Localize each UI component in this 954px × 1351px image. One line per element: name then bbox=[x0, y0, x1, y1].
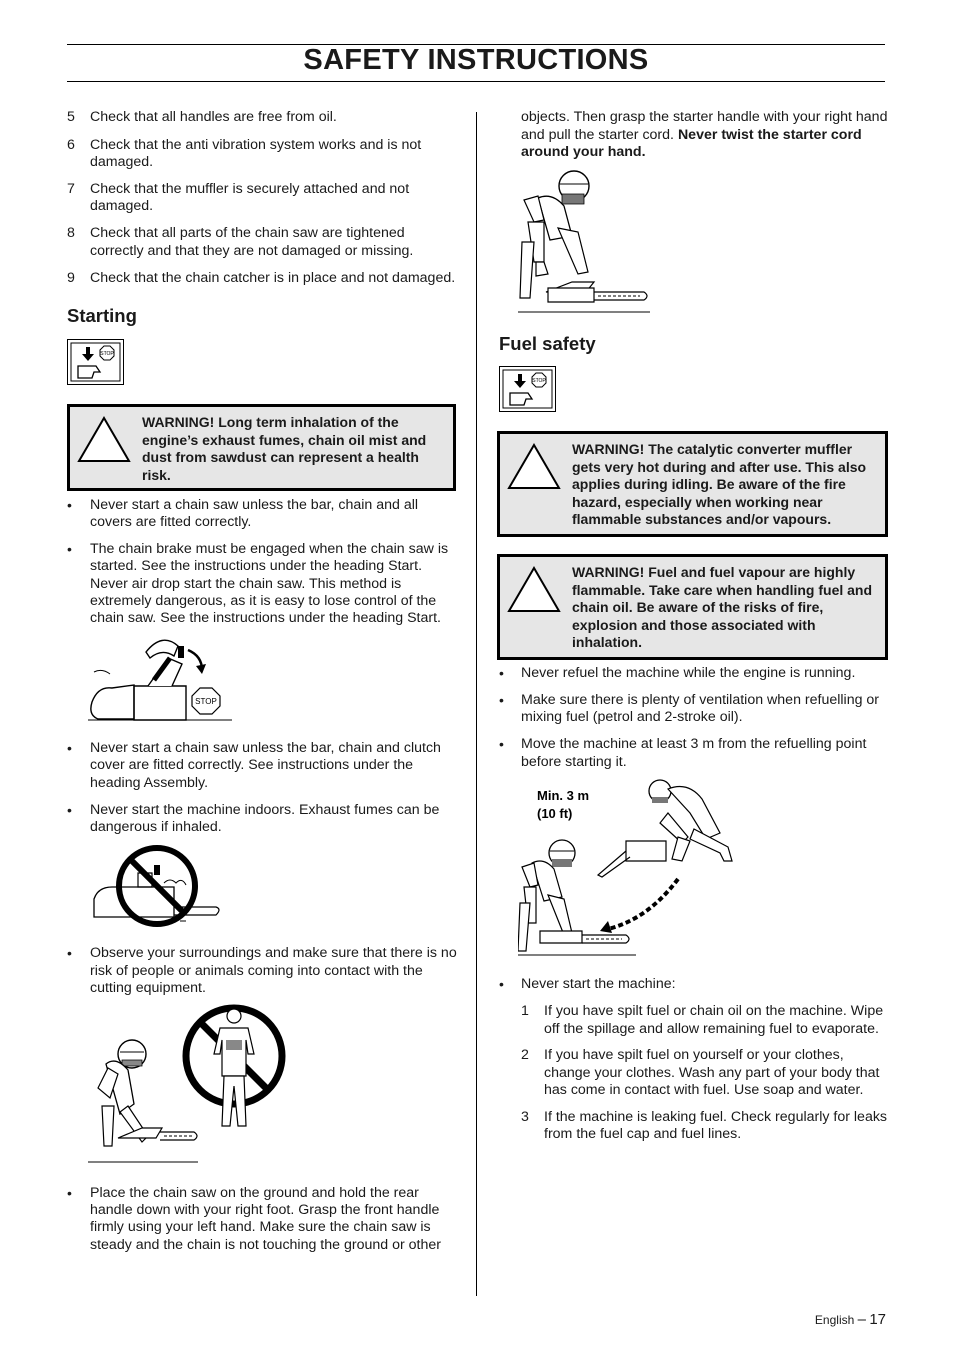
column-divider bbox=[476, 112, 477, 1296]
checklist-item: damaged. bbox=[90, 198, 154, 214]
distance-label: (10 ft) bbox=[537, 806, 573, 821]
header-rule-bottom bbox=[67, 81, 885, 82]
distance-label: Min. 3 m bbox=[537, 788, 590, 803]
checklist-item: Check that the muffler is securely attached and not bbox=[90, 181, 410, 197]
stop-symbol-label: STOP bbox=[100, 351, 114, 357]
chain-brake-illustration bbox=[88, 632, 233, 729]
checklist-item: damaged. bbox=[90, 154, 154, 170]
fuel-start-symbol-icon bbox=[499, 366, 556, 412]
checklist-number: 5 bbox=[67, 109, 75, 125]
checklist-item: Check that the chain catcher is in place and not damaged. bbox=[90, 270, 456, 286]
page-number: 17 bbox=[869, 1311, 886, 1328]
checklist-number: 9 bbox=[67, 270, 75, 286]
warning-box-fuel-vapour bbox=[497, 554, 888, 660]
checklist-item: Check that the anti vibration system works and is not bbox=[90, 137, 422, 153]
start-symbol-icon bbox=[67, 339, 124, 385]
warning-text: WARNING! The catalytic converter muffler gets very hot during and after use. This also applies during idling. Be aware of the fire hazard, especially when working near flammable substances and/or vapours. bbox=[572, 441, 867, 528]
refuel-distance-illustration bbox=[518, 775, 740, 965]
checklist-item: Check that all handles are free from oil. bbox=[90, 109, 337, 125]
starting-chainsaw-illustration bbox=[518, 166, 653, 323]
warning-text: WARNING! Fuel and fuel vapour are highly flammable. Take care when handling fuel and chain oil. Be aware of the risks of fire, explosion and those associated with inhalation. bbox=[572, 564, 873, 651]
page-title: SAFETY INSTRUCTIONS bbox=[303, 44, 649, 76]
checklist-item: Check that all parts of the chain saw are tightened bbox=[90, 225, 405, 241]
checklist-number: 8 bbox=[67, 225, 75, 241]
footer-dash: – bbox=[857, 1311, 866, 1328]
section-heading-fuel-safety: Fuel safety bbox=[499, 333, 596, 354]
checklist-number: 7 bbox=[67, 181, 75, 197]
stop-symbol-label: STOP bbox=[532, 378, 546, 384]
warning-text: WARNING! Long term inhalation of the engine’s exhaust fumes, chain oil mist and dust from sawdust can represent a health risk. bbox=[142, 414, 427, 483]
bystander-prohibited-illustration bbox=[88, 1002, 293, 1175]
section-heading-starting: Starting bbox=[67, 305, 137, 326]
warning-box-exhaust bbox=[67, 404, 456, 491]
warning-triangle-icon bbox=[506, 565, 562, 615]
page-footer bbox=[815, 1311, 886, 1328]
no-indoor-start-illustration bbox=[90, 843, 225, 933]
checklist-number: 6 bbox=[67, 137, 75, 153]
warning-triangle-icon bbox=[506, 442, 562, 492]
footer-language: English bbox=[814, 1313, 855, 1327]
warning-triangle-icon bbox=[76, 415, 132, 465]
warning-box-catalytic bbox=[497, 431, 888, 537]
stop-sign-label: STOP bbox=[195, 697, 217, 706]
checklist-item: correctly and that they are not damaged or missing. bbox=[90, 243, 414, 259]
